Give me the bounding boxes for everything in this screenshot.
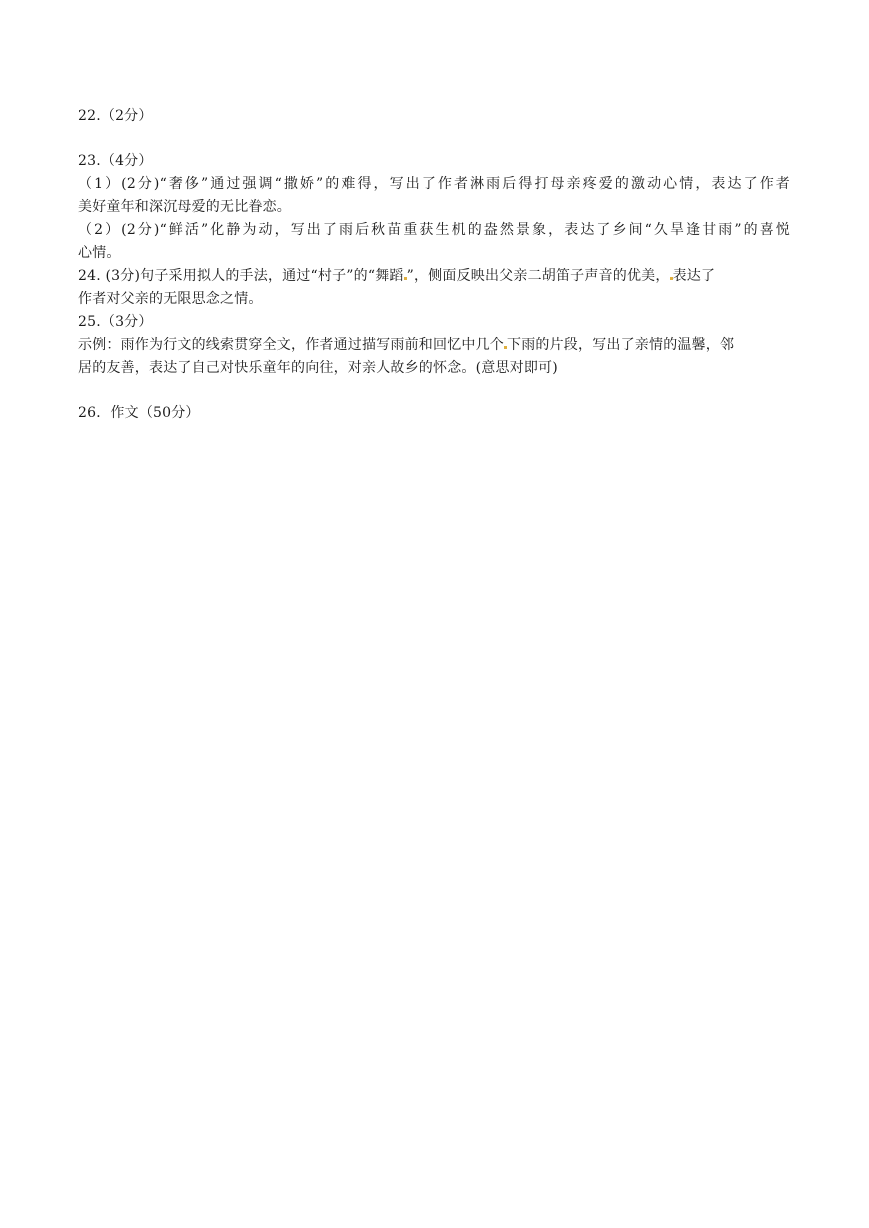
q24-line1-part2: ”，侧面反映出父亲二胡笛子声音的优美，: [406, 268, 670, 284]
q25-line2: 居的友善，表达了自己对快乐童年的向往，对亲人故乡的怀念。(意思对即可): [78, 360, 558, 376]
q23-2-line1: （2）(2分)“鲜活”化静为动，写出了雨后秋苗重获生机的盎然景象，表达了乡间“久旱逢甘雨”的喜悦: [78, 222, 790, 238]
q24-line1-part1: 24. (3分)句子采用拟人的手法，通过“村子”的“舞蹈: [78, 268, 404, 284]
q26-heading: 26．作文（50分）: [78, 405, 200, 421]
q25-line1-part2: 下雨的片段，写出了亲情的温馨，邻: [507, 337, 735, 353]
q23-2-line2: 心情。: [78, 245, 121, 261]
q24-line2: 作者对父亲的无限思念之情。: [78, 291, 263, 307]
q23-1-line1: （1）(2分)“奢侈”通过强调“撒娇”的难得，写出了作者淋雨后得打母亲疼爱的激动心情，表达了作者: [78, 176, 790, 192]
q25-line1: [78, 334, 790, 356]
q25-line1-part1: 示例：雨作为行文的线索贯穿全文，作者通过描写雨前和回忆中几个: [78, 337, 504, 353]
q25-heading: 25.（3分）: [78, 314, 153, 330]
q24-line1: [78, 265, 790, 287]
q22-heading: 22.（2分）: [78, 108, 153, 124]
q23-heading: 23.（4分）: [78, 153, 153, 169]
q23-1-line2: 美好童年和深沉母爱的无比眷恋。: [78, 199, 291, 215]
q24-line1-part3: 表达了: [672, 268, 716, 284]
